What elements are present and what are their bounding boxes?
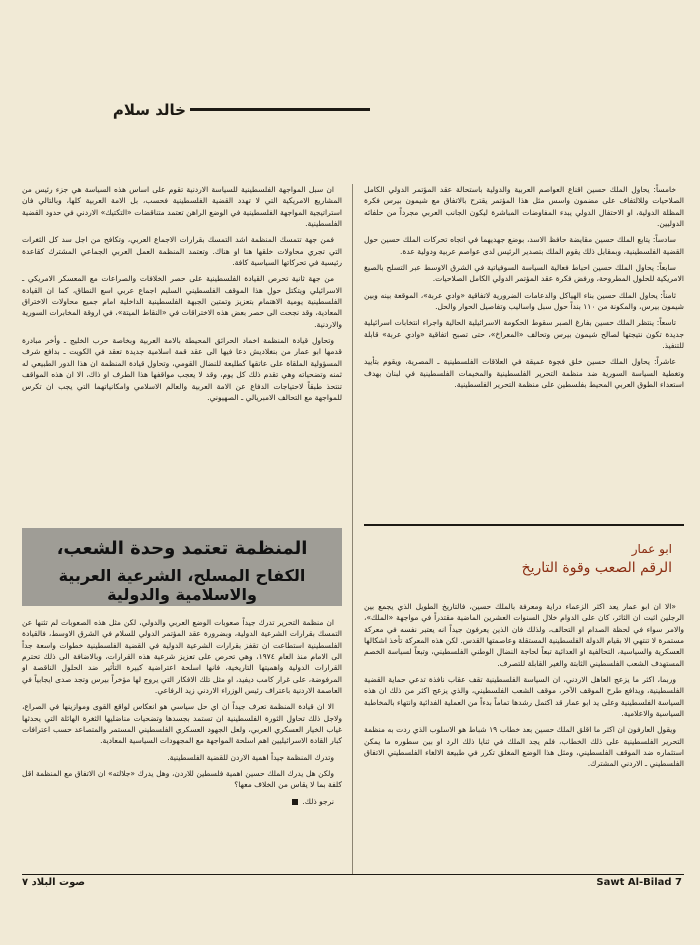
footer-arabic-title: صوت البلاد ٧ [22,877,86,888]
paragraph-internal-front: من جهة ثانية تحرص القيادة الفلسطينية على حصر الخلافات والصراعات مع المعسكر الامريكي ـ الاسرائيلي ويتكتل حول هذا الموقف الفلسطيني السليم اجماع عربي اسع النطاق، كما ان القيادة الفلسطينية يومية الاهتمام بتعزيز وتمتين الجبهة الفلسطينية الداخلية امام جميع محاولات الاختراق المعادية، وقد نجحت الى حصر بعض هذه الاختراقات في «النقاط الميتة»، في اروقة المخابرات السورية والاردنية. [22,274,342,329]
author-name: خالد سلام [112,101,186,119]
paragraph-arab-consensus: فمن جهة تتمسك المنظمة اشد التمسك بقرارات الاجماع العربي، وتكافح من اجل سد كل الثغرات التي تجري محاولات خلقها هنا او هناك. وتعتمد المنظمة العمل العربي الجماعي المشترك كقاعدة رئيسية في تحركاتها السياسية كافة. [22,235,342,268]
article-column-right [364,184,684,396]
paragraph-tenth: عاشراً: يحاول الملك حسين خلق فجوة عميقة في العلاقات الفلسطينية ـ المصرية، ويقوم بتأييد وتغطية السياسة السورية ضد منظمة التحرير الفلسطينية والمخيمات الفلسطينية في لبنان بهدف استعداء الطوق العربي المحيط بفلسطين على منظمة التحرير الفلسطينية. [364,357,684,390]
paragraph-confrontation: ان سبل المواجهة الفلسطينية للسياسة الاردنية تقوم على اساس هذه السياسة هي جزء رئيس من المشاريع الامريكية التي لا تهدد القضية الفلسطينية فحسب، بل الامة العربية كلها، وبالتالي فان استراتيجية المواجهة الفلسطينية في الوضع الراهن تعتمد متناقضات «التكتيك» الاردني في حدود القضية الفلسطينية. [22,185,342,229]
banner-line-2: الكفاح المسلح، الشرعية العربية والاسلامية والدولية [58,566,306,604]
footer-rule [22,874,684,875]
end-mark-icon [292,799,298,805]
article-column-left-top [22,184,342,408]
column-divider [352,184,353,874]
paragraph-feb-speech: ويقول العارفون ان اكثر ما اقلق الملك حسين بعد خطاب ١٩ شباط هو الاسلوب الذي ردت به منظمة التحرير الفلسطينية على ذلك الخطاب، فلم يجد الملك في ثنايا ذلك الرد او بين سطوره ما يمكن استثماره ضد الموقف الفلسطيني، ومثل هذا الوضع المغلق تكرر في طبيعة الالغاء الفلسطيني الاتفاق الفلسطيني ـ الاردني المشترك. [364,725,684,769]
article-column-right-bottom [364,601,684,775]
banner-line-1: المنظمة تعتمد وحدة الشعب، [56,538,308,559]
paragraph-seventh: سابعاً: يحاول الملك حسين احباط فعالية السياسة السوفياتية في الشرق الاوسط عبر التسلح بالصيغ الامريكية للحلول المطروحة، ورفض فكرة عقد المؤتمر الدولي الكامل الصلاحيات. [364,263,684,284]
paragraph-jordan-concern: وربما، اكثر ما يزعج العاهل الاردني، ان السياسة الفلسطينية تقف عقاب نافذة تدعي حماية القضية الفلسطينية، ويدافع طرح الموقف الآخر، موقف الشعب الفلسطيني، والذي يزعج اكثر من ذلك ان هذه السياسة الفلسطينية وعلى يد ابو عمار قد اكتمل رشدها تماماً بدءاً من العملية الفدائية وانتهاء بالمخاطبة السياسية والاعلامية. [364,675,684,719]
paragraph-gulf-war: وتحاول قيادة المنظمة اخماد الحرائق المحيطة بالامة العربية وبخاصة حرب الخليج ـ وأخر مبادرة قدمها ابو عمار من بنغلاديش دعا فيها الى عقد قمة اسلامية جديدة تعقد في الكويت ـ بدافع شرف المسؤولية الملقاة على عاتقها كطليعة للنضال القومي، وتحاول قيادة المنظمة ان هذا الدور الطبيعي له ثمنه وتضحياته وهي تقدم ذلك كل يوم، وقد لا يعجب مواقفها هذا الطرف او ذاك، الا ان هذه المواقف تنتحذ طبقاً لاحتياجات الدفاع عن الامة العربية والعالم الاسلامي وامكانياتهما التي يجب ان تكرس للمواجهة مع التحالف الامبريالي ـ الصهيوني. [22,336,342,402]
closing-text: نرجو ذلك. [302,796,334,806]
article-column-left-bottom [22,617,342,812]
paragraph-fifth: خامساً: يحاول الملك حسين اقناع العواصم العربية والدولية باستحالة عقد المؤتمر الدولي الكامل الصلاحيات وللالتفاف على مضمون واسس مثل هذا المؤتمر يقترح بالاتفاق مع شيمون بيرس فكرة المظلة الدولية، او الاحتفال الدولي يبدء المفاوضات المباشرة ليكون الجانب العربي مجرداً من حلفائه الدوليين. [364,185,684,229]
paragraph-abu-ammar: «الا ان ابو عمار يعد اكثر الزعماء دراية ومعرفة بالملك حسين، فالتاريخ الطويل الذي يجمع بين الرجلين اثبت ان الثائر، كان على الدوام خلال السنوات العشرين الماضية مقتدراً في مواجهة «الملك»، والامر سواء في لحظة الصدام او التحالف، ولذلك فان الذين يعرفون جيداً انه يعتبر نفسه في معركة مستمرة لا تنتهي الا بقيام الدولة الفلسطينية المستقلة وعاصمتها القدس. لكن هذه المعركة تأخذ اشكالها العسكرية والسياسية، التحالفية او العدائية تبعاً لحاجة النضال الوطني الفلسطيني، وتبعاً لسياسة الخصم المستهدف الشعب الفلسطيني الثابتة والغير القابلة للتصرف. [364,602,684,668]
paragraph-ninth: تاسعاً: ينتظر الملك حسين بفارغ الصبر سقوط الحكومة الاسرائيلية الحالية واجراء انتخابات اسرائيلية جديدة تكون نتيجتها لصالح شيمون بيرس وتحالف «المعراخ»، حتى تصبح اتفاقية «وادي عربة» قابلة للتنفيذ. [364,318,684,351]
paragraph-question: ولكن هل يدرك الملك حسين اهمية فلسطين للاردن، وهل يدرك «جلالته» ان الاتفاق مع المنظمة اقل كلفة بما لا يقاس من الخلاف معها؟ [22,769,342,790]
subheading-line-1: ابو عمار [631,542,672,556]
author-rule-left [190,108,370,111]
subheading-box [364,538,684,588]
paragraph-balance-of-power: الا ان قيادة المنظمة تعرف جيداً ان اي حل سياسي هو انعكاس لواقع القوى وموازينها في الصراع، ولاجل ذلك تحاول الثورة الفلسطينية ان تستمد بجسدها وتضحيات مناضليها الثغرة الهائلة التي يحدثها غياب الخيار العسكري العربي، ولعل الجهود العسكري الفلسطيني المستمر والمتصاعد حسب اعترافات كبار القادة الاسرائيليين اهم اسلحة المواجهة مع المجهودات السياسية المعادية. [22,702,342,746]
subheading-line-2: الرقم الصعب وقوة التاريخ [521,560,672,576]
paragraph-closing [22,796,342,807]
footer-latin-title: Sawt Al-Bilad 7 [596,877,682,888]
paragraph-jordan-importance: وتدرك المنظمة جيداً اهمية الاردن للقضية الفلسطينية. [167,752,334,762]
paragraph-legitimacy: ان منظمة التحرير تدرك جيداً صعوبات الوضع العربي والدولي، لكن مثل هذه الصعوبات لم تثنها عن التمسك بقرارات الشرعية الدولية، وبضرورة عقد المؤتمر الدولي للسلام في الشرق الاوسط، فالقيادة الفلسطينية استطاعت ان تقفز بقرارات الشرعية الدولية في القضية الفلسطينية خطوات واسعة جداً الى الامام منذ العام ١٩٧٤، وهي تحرص على تعزيز شرعية هذه القرارات، وبالاضافة الى ذلك تحترم القرارات الدولية واهميتها التاريخية، فانها اسلحة اعتراضية كبيرة التأثير ضد الحلول الناقصة او المرفوضة، على غرار كامب ديفيد، او مثل تلك الافكار التي يروج لها مؤخراً بيرس وتجد صدى ايجابياً في العاصمة الاردنية باعتراف رئيس الوزراء الاردني زيد الرفاعي. [22,618,342,696]
paragraph-eighth: ثامناً: يحاول الملك حسين بناء الهياكل والدعامات الضرورية لاتفاقية «وادي عربة»، الموقعة بينه وبين شيمون بيرس، والمكونة من ١١٠ بنداً حول سبل واساليب وتفاصيل الحوار والحل. [364,290,684,312]
section-divider [364,524,684,526]
paragraph-sixth: سادساً: يتابع الملك حسين مقايضة حافظ الاسد، بوضع جهديهما في اتجاه تحركات الملك حسين حول القضية الفلسطينية، وبمقابل ذلك يقوم الملك بتصدير الرئيس لدى عواصم عربية ودولية عدة. [364,235,684,256]
section-banner [22,528,342,606]
